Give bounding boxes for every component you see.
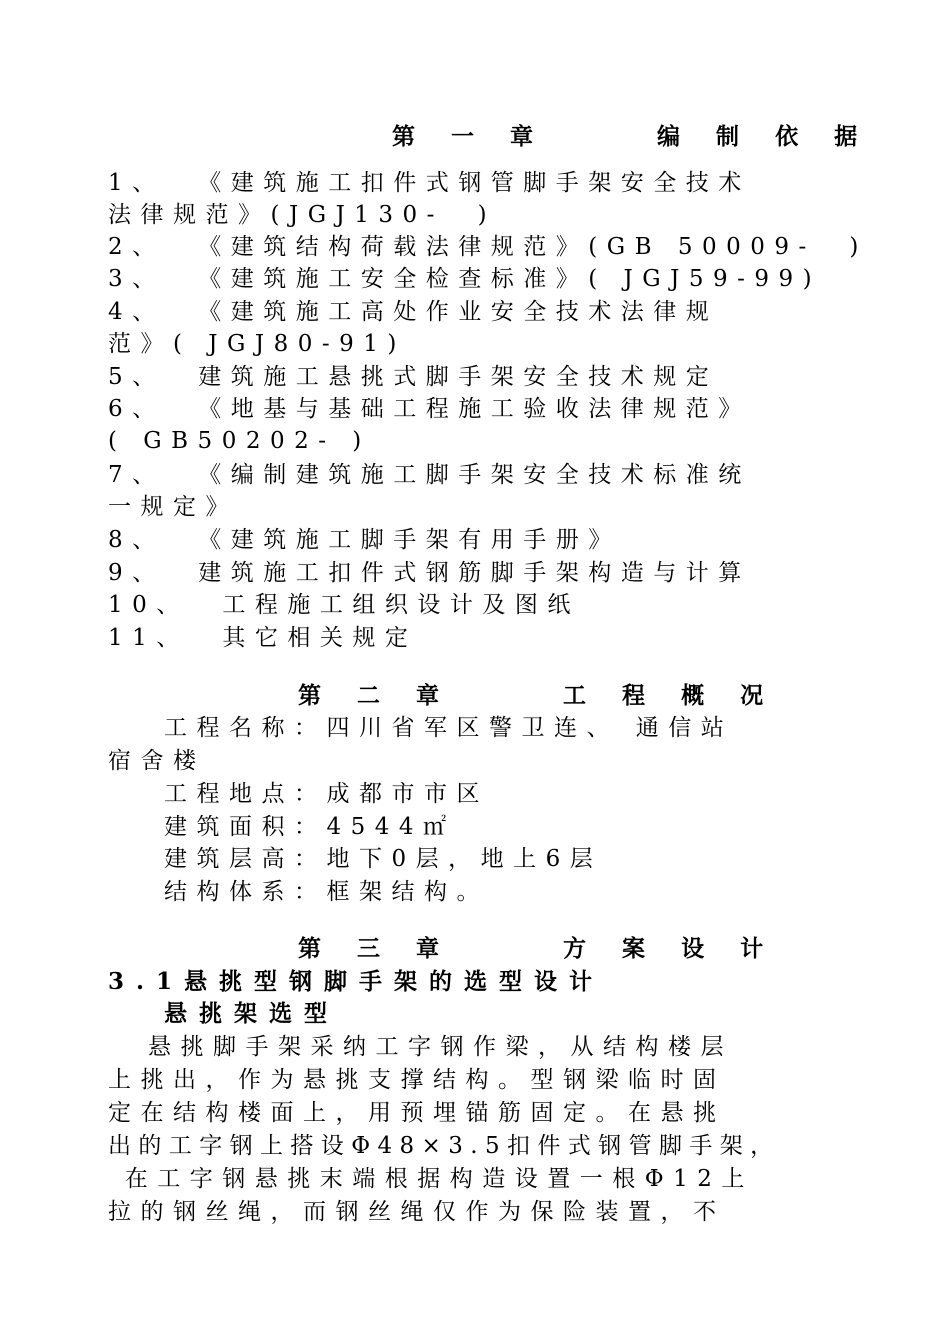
structure-system-line: 结构体系：框架结构。 <box>164 879 489 905</box>
paragraph-line-5: 在工字钢悬挑末端根据构造设置一根Φ12上 <box>108 1166 754 1192</box>
reference-line-9: 9、 建筑施工扣件式钢筋脚手架构造与计算 <box>108 560 751 586</box>
paragraph-line-1: 悬挑脚手架采纳工字钢作梁，从结构楼层 <box>148 1034 733 1060</box>
project-location-line: 工程地点：成都市市区 <box>164 781 489 807</box>
reference-line-8: 8、 《建筑施工脚手架有用手册》 <box>108 527 621 553</box>
reference-line-11: 11、 其它相关规定 <box>108 625 418 651</box>
reference-line-7-cont: 一规定》 <box>108 494 238 520</box>
reference-line-2: 2、 《建筑结构荷载法律规范》(GB 50009- ) <box>108 234 868 260</box>
building-floors-line: 建筑层高：地下0层，地上6层 <box>164 846 603 872</box>
subsection-title: 悬挑架选型 <box>164 1000 339 1027</box>
paragraph-line-4: 出的工字钢上搭设Φ48×3.5扣件式钢管脚手架， <box>108 1133 781 1159</box>
reference-line-5: 5、 建筑施工悬挑式脚手架安全技术规定 <box>108 364 719 390</box>
paragraph-line-2: 上挑出，作为悬挑支撑结构。型钢梁临时固 <box>108 1067 726 1093</box>
paragraph-line-6: 拉的钢丝绳，而钢丝绳仅作为保险装置，不 <box>108 1199 726 1225</box>
chapter-1-heading: 第 一 章 编 制 依 据 <box>392 123 872 150</box>
chapter-2-heading: 第 二 章 工 程 概 况 <box>298 682 778 709</box>
reference-line-1-cont: 法律规范》(JGJ130- ) <box>108 202 497 228</box>
reference-line-10: 10、 工程施工组织设计及图纸 <box>108 592 580 618</box>
project-name-line-cont: 宿舍楼 <box>108 748 206 774</box>
reference-line-1: 1、 《建筑施工扣件式钢管脚手架安全技术 <box>108 170 751 196</box>
building-area-line: 建筑面积：4544㎡ <box>164 814 456 840</box>
section-3-1-title: 3.1悬挑型钢脚手架的选型设计 <box>108 968 605 995</box>
reference-line-6-cont: ( GB50202- ) <box>108 428 371 454</box>
reference-line-6: 6、 《地基与基础工程施工验收法律规范》 <box>108 396 751 422</box>
project-name-line: 工程名称：四川省军区警卫连、 通信站 <box>164 715 734 741</box>
reference-line-7: 7、 《编制建筑施工脚手架安全技术标准统 <box>108 462 751 488</box>
chapter-3-heading: 第 三 章 方 案 设 计 <box>298 935 778 962</box>
reference-line-3: 3、 《建筑施工安全检查标准》( JGJ59-99) <box>108 266 822 292</box>
paragraph-line-3: 定在结构楼面上，用预埋锚筋固定。在悬挑 <box>108 1100 726 1126</box>
reference-line-4-cont: 范》( JGJ80-91) <box>108 331 406 357</box>
reference-line-4: 4、 《建筑施工高处作业安全技术法律规 <box>108 299 719 325</box>
